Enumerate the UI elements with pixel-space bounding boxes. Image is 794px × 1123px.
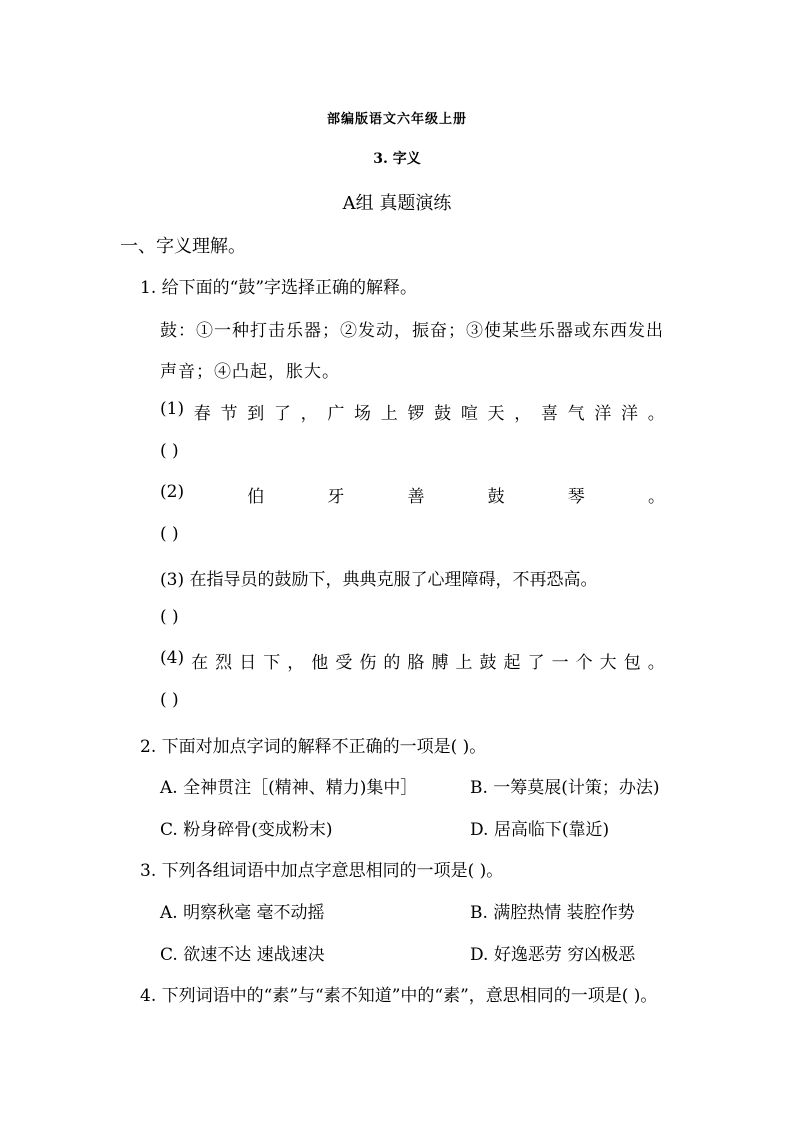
- lesson-title: 3. 字义: [373, 151, 421, 167]
- sentence-char: 膊: [431, 653, 449, 673]
- sentence-char: 喧: [460, 404, 478, 424]
- q1-sentence-3: (3) 在指导员的鼓励下，典典克服了心理障碍，不再恐高。: [160, 570, 598, 590]
- sentence-char: 善: [407, 487, 425, 507]
- sentence-char: 春: [193, 404, 211, 424]
- sentence-char: 伯: [247, 487, 265, 507]
- q1-answer-blank-4[interactable]: ( ): [160, 690, 179, 710]
- sentence-char: 琴: [567, 487, 585, 507]
- q2-prompt: 2. 下面对加点字词的解释不正确的一项是( )。: [140, 737, 487, 757]
- q1-definition-line1: 鼓：①一种打击乐器；②发动，振奋；③使某些乐器或东西发出: [160, 321, 664, 341]
- sentence-char: 了: [527, 653, 545, 673]
- sentence-char: 。: [647, 404, 665, 424]
- sentence-char: (2): [160, 482, 185, 502]
- sentence-char: 下: [263, 653, 281, 673]
- sentence-char: 喜: [540, 404, 558, 424]
- q2-option-b[interactable]: B. 一筹莫展(计策；办法): [470, 778, 660, 798]
- sentence-char: 。: [647, 487, 665, 507]
- q2-option-a[interactable]: A. 全神贯注［(精神、精力)集中］: [160, 778, 418, 798]
- q3-option-d[interactable]: D. 好逸恶劳 穷凶极恶: [470, 945, 636, 965]
- section-title: 一、字义理解。: [120, 236, 246, 257]
- q3-option-a[interactable]: A. 明察秋毫 毫不动摇: [160, 903, 325, 923]
- sentence-char: 一: [551, 653, 569, 673]
- q4-prompt: 4. 下列词语中的“素”与“素不知道”中的“素”，意思相同的一项是( )。: [140, 986, 658, 1006]
- sentence-char: 到: [247, 404, 265, 424]
- q3-option-b[interactable]: B. 满腔热情 装腔作势: [470, 903, 635, 923]
- sentence-char: 洋: [621, 404, 639, 424]
- sentence-char: 节: [220, 404, 238, 424]
- book-header: 部编版语文六年级上册: [326, 112, 467, 127]
- q1-answer-blank-1[interactable]: ( ): [160, 441, 179, 461]
- sentence-char: ，: [514, 404, 532, 424]
- q1-sentence-1: [160, 399, 665, 424]
- q1-answer-blank-2[interactable]: ( ): [160, 524, 179, 544]
- q1-definition-line2: 声音；④凸起，胀大。: [160, 362, 340, 382]
- sentence-char: 他: [311, 653, 329, 673]
- q3-option-c[interactable]: C. 欲速不达 速战速决: [160, 945, 325, 965]
- sentence-char: 大: [599, 653, 617, 673]
- group-title: A组 真题演练: [342, 193, 452, 214]
- sentence-char: 鼓: [487, 487, 505, 507]
- sentence-char: 受: [335, 653, 353, 673]
- sentence-char: 牙: [327, 487, 345, 507]
- sentence-char: 天: [487, 404, 505, 424]
- sentence-char: 鼓: [434, 404, 452, 424]
- sentence-char: 广: [327, 404, 345, 424]
- sentence-char: ，: [300, 404, 318, 424]
- sentence-char: 上: [380, 404, 398, 424]
- sentence-char: ，: [287, 653, 305, 673]
- sentence-char: 上: [455, 653, 473, 673]
- q1-sentence-4: [160, 648, 665, 673]
- q1-sentence-2: [160, 482, 665, 507]
- q2-option-c[interactable]: C. 粉身碎骨(变成粉末): [160, 820, 333, 840]
- sentence-char: 伤: [359, 653, 377, 673]
- sentence-char: 在: [191, 653, 209, 673]
- sentence-char: 鼓: [479, 653, 497, 673]
- q1-answer-blank-3[interactable]: ( ): [160, 607, 179, 627]
- sentence-char: (4): [160, 648, 185, 668]
- sentence-char: 了: [273, 404, 291, 424]
- q2-option-d[interactable]: D. 居高临下(靠近): [470, 820, 610, 840]
- sentence-char: 场: [354, 404, 372, 424]
- sentence-char: 个: [575, 653, 593, 673]
- sentence-char: 烈: [215, 653, 233, 673]
- sentence-char: 气: [567, 404, 585, 424]
- sentence-char: 起: [503, 653, 521, 673]
- sentence-char: 的: [383, 653, 401, 673]
- sentence-char: 。: [647, 653, 665, 673]
- sentence-char: 胳: [407, 653, 425, 673]
- sentence-char: 洋: [594, 404, 612, 424]
- sentence-char: (1): [160, 399, 185, 419]
- q3-prompt: 3. 下列各组词语中加点字意思相同的一项是( )。: [140, 861, 504, 881]
- sentence-char: 锣: [407, 404, 425, 424]
- q1-prompt: 1. 给下面的“鼓”字选择正确的解释。: [140, 278, 418, 298]
- sentence-char: 日: [239, 653, 257, 673]
- sentence-char: 包: [623, 653, 641, 673]
